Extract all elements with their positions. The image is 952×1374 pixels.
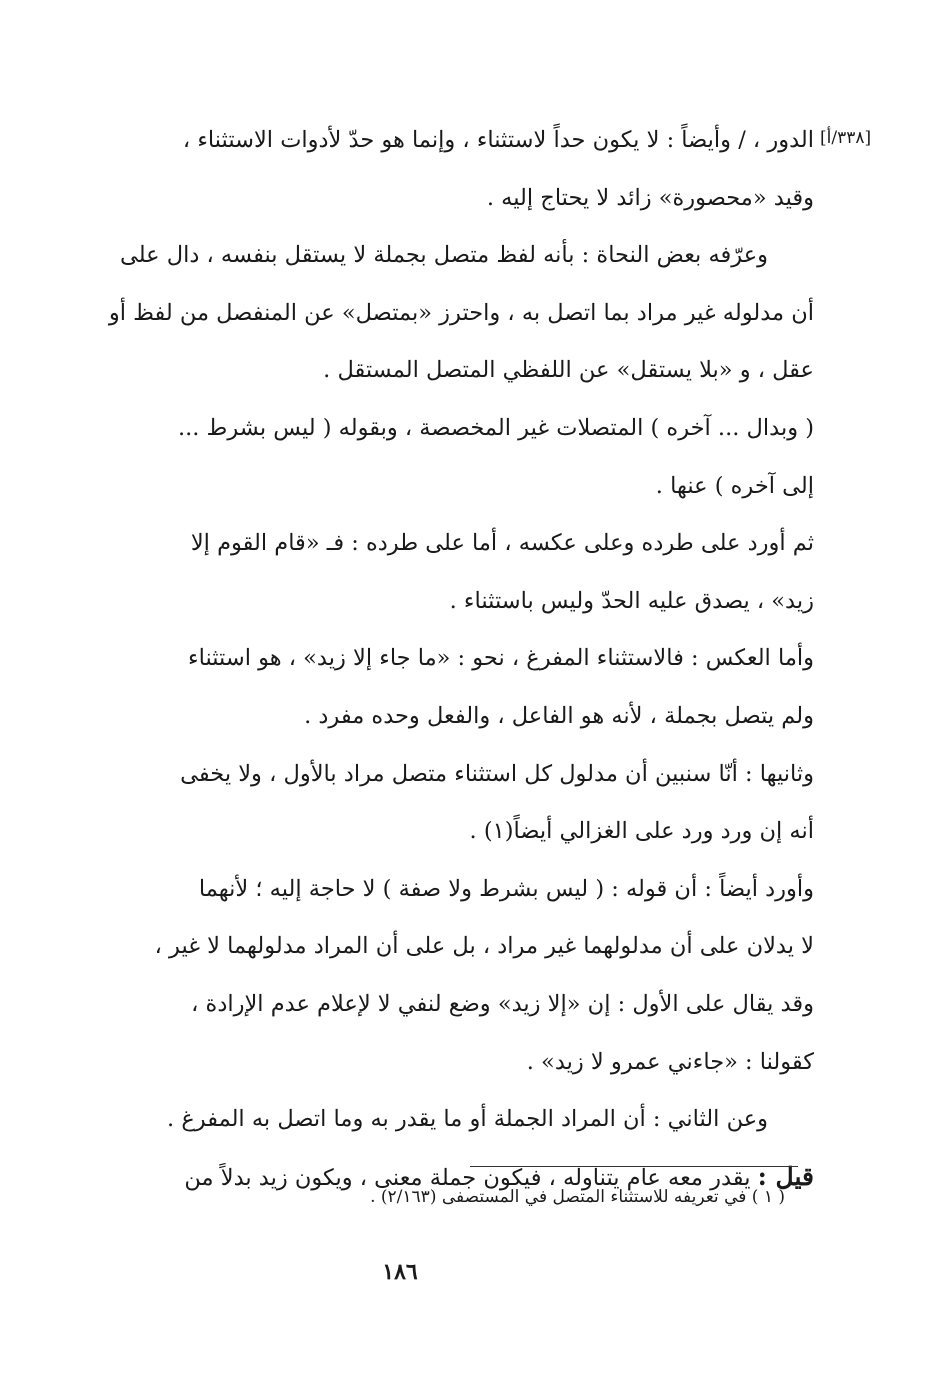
text-line: وعن الثاني : أن المراد الجملة أو ما يقدر به وما اتصل به المفرغ . bbox=[167, 1106, 768, 1133]
footnote: ( ١ ) في تعريفه للاستثناء المتصل في المستصفى (٢/١٦٣) . bbox=[370, 1187, 785, 1207]
text-line: وقد يقال على الأول : إن «إلا زيد» وضع لنفي لا لإعلام عدم الإرادة ، bbox=[191, 990, 814, 1017]
footnote-divider bbox=[470, 1166, 798, 1167]
text-line: ( وبدال ... آخره ) المتصلات غير المخصصة ، وبقوله ( ليس بشرط ... bbox=[177, 414, 814, 441]
text-line: وقيد «محصورة» زائد لا يحتاج إليه . bbox=[486, 184, 814, 211]
text-line: أن مدلوله غير مراد بما اتصل به ، واحترز «بمتصل» عن المنفصل من لفظ أو bbox=[108, 299, 814, 326]
text-line: ولم يتصل بجملة ، لأنه هو الفاعل ، والفعل وحده مفرد . bbox=[304, 702, 814, 729]
text-line: وأورد أيضاً : أن قوله : ( ليس بشرط ولا صفة ) لا حاجة إليه ؛ لأنهما bbox=[198, 875, 814, 902]
page-number: ١٨٦ bbox=[382, 1259, 418, 1285]
text-line: زيد» ، يصدق عليه الحدّ وليس باستثناء . bbox=[449, 587, 814, 614]
text-line: ثم أورد على طرده وعلى عكسه ، أما على طرده : فـ «قام القوم إلا bbox=[190, 530, 814, 557]
bold-lead-word: قيل : bbox=[757, 1161, 814, 1191]
text-line: الدور ، / وأيضاً : لا يكون حداً لاستثناء ، وإنما هو حدّ لأدوات الاستثناء ، bbox=[182, 127, 814, 153]
text-line: أنه إن ورد ورد على الغزالي أيضاً(١) . bbox=[469, 818, 814, 845]
text-line: وعرّفه بعض النحاة : بأنه لفظ متصل بجملة لا يستقل بنفسه ، دال على bbox=[119, 242, 768, 269]
text-line-rest: يقدر معه عام يتناوله ، فيكون جملة معنى ، ويكون زيد بدلاً من bbox=[184, 1164, 751, 1191]
text-line: وثانيها : أنّا سنبين أن مدلول كل استثناء متصل مراد بالأول ، ولا يخفى bbox=[180, 760, 814, 787]
text-line: عقل ، و «بلا يستقل» عن اللفظي المتصل المستقل . bbox=[323, 357, 814, 384]
main-text bbox=[44, 118, 814, 1212]
text-line: إلى آخره ) عنها . bbox=[655, 472, 814, 499]
text-line: وأما العكس : فالاستثناء المفرغ ، نحو : «ما جاء إلا زيد» ، هو استثناء bbox=[188, 645, 814, 672]
folio-marker: [٣٣٨/أ] bbox=[820, 128, 872, 148]
text-line: كقولنا : «جاءني عمرو لا زيد» . bbox=[526, 1048, 814, 1075]
text-line: لا يدلان على أن مدلولهما غير مراد ، بل على أن المراد مدلولهما لا غير ، bbox=[154, 933, 814, 960]
